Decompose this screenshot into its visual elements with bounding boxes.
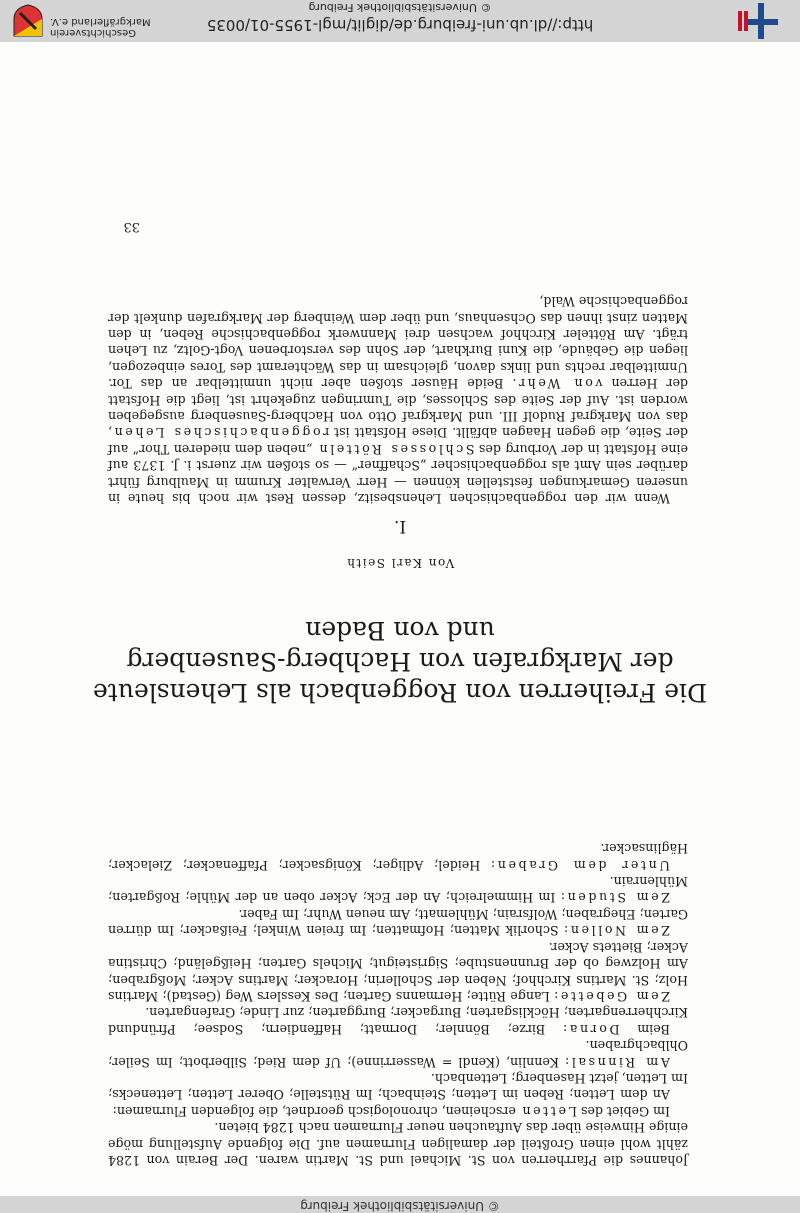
spaced-term: Zem Gebette <box>558 988 670 1004</box>
society-line2: Markgräflerland e.V. <box>50 16 151 27</box>
paragraph-letten-names: An dem Letten; Reben im Letten; Steinbach; Im Rütstelle; Oberer Letten; Lettenecks; Im Letten, jetzt Hasenberg; Lettenbach. <box>108 1070 688 1103</box>
text: Im Gebiet des <box>576 1103 670 1119</box>
header-rotated <box>0 0 800 42</box>
header-copyright: © Universitätsbibliothek Freiburg <box>308 1 492 14</box>
paragraph-rinnsal <box>108 1037 688 1070</box>
spaced-term: Zem Nollen <box>568 923 670 939</box>
text: . Beide Häuser stoßen aber nicht unmittelbar an das Tor. Unmittelbar rechts und links davon, gleichsam in das Wächteramt des Tores einbezogen, liegen die Gebäude, die Kuni Burkhart, der Sohn des verstorbenen Vogt-Goltz, zu Lehen trägt. Am Rötteler Kirchhof wachsen drei Mannwerk roggenbachische Reben, in den Matten zinst ihnen das Ochsenhaus, und über dem Weinberg der Markgrafen dunkelt der roggenbachische Wald, <box>108 294 688 392</box>
flurnamen-list <box>108 840 688 1168</box>
text: Wenn wir den roggenbachischen Lehensbesitz, dessen Rest wir noch bis heute in unseren Gemarkungen feststellen können — Herr Verwalter Krumm in Maulburg führt darüber sein Amt als roggenbachischer „Schaffner“ — so stoßen wir zuerst i. J. 1373 auf eine Hofstatt in der Vorburg des <box>108 441 688 506</box>
paragraph-dorna <box>108 1004 688 1037</box>
title-line-2: der Markgrafen von Hachberg-Sausenberg <box>126 647 674 676</box>
title-line-3: und von Baden <box>305 616 495 645</box>
society-name <box>50 16 160 38</box>
spaced-term: Unter dem Graben <box>495 857 670 873</box>
text: : Schorlik Matten; Hofmatten; Im freien Winkel; Feißacker; Im dürren Garten; Ehegraben; Wolfsrain; Mühlematt; Am neuen Wuhr; Im Faber. <box>108 906 688 939</box>
paragraph-gebette <box>108 938 688 1004</box>
text: , das von Markgraf Rudolf III. und Markgraf Otto von Hachberg-Sausenberg ausgegeben worden ist. Auf der Seite des Schlosses, die Tumringen zugekehrt ist, liegt die Hofstatt der Herren <box>108 376 688 441</box>
viewer-header <box>0 0 800 42</box>
spaced-term: von Wehr <box>516 376 603 392</box>
permalink-url[interactable]: http://dl.ub.uni-freiburg.de/diglit/mgl-1955-01/0035 <box>206 16 594 34</box>
spaced-term: Dorna <box>567 1021 620 1037</box>
viewer-footer <box>0 1196 800 1213</box>
text: erscheinen, chronologisch geordnet, die folgenden Flurnamen: <box>112 1103 520 1119</box>
paragraph-nollen <box>108 906 688 939</box>
article-body <box>108 293 688 506</box>
article-title <box>90 615 710 708</box>
spaced-term: Am Rinnsal <box>569 1054 670 1070</box>
text: : Im Himmelreich; An der Eck; Acker oben an der Mühle; Roßgarten; Mühlenrain. <box>108 874 688 906</box>
page-content-rotated <box>0 42 800 1196</box>
paragraph-letten-intro <box>108 1102 688 1118</box>
text: : Birze; Bönnler; Dormatt; Haffendiern; Sodsee; Pfründund Kirchherrengarten; Höcklisgarten; Burgacker; Burggarten; zur Linde; Grafengarten. <box>108 1005 688 1037</box>
paragraph-graben <box>108 840 688 873</box>
text: : Heidel; Adliger; Königsacker; Pfaffenacker; Zielacker; Häglinsacker. <box>108 841 688 873</box>
text: „neben dem niederen Thor“ auf der Seite, die gegen Haagen abfällt. Diese Hofstatt ist <box>108 425 688 457</box>
paragraph-studen <box>108 873 688 906</box>
society-crest-icon <box>11 3 45 39</box>
scanned-page <box>0 42 800 1196</box>
spaced-term: Letten <box>519 1103 577 1119</box>
text: : Kennlin, (Kendl = Wasserrinne); Uf dem Ried; Silberbott; Im Seiler; Ohlbachgraben. <box>108 1038 688 1070</box>
spaced-term: Zem Studen <box>565 890 670 906</box>
section-number: I. <box>393 516 407 536</box>
footer-rotated <box>0 1196 800 1213</box>
text: Beim <box>619 1021 670 1037</box>
paragraph-intro: Johannes die Pfarrherren von St. Michael und St. Martin waren. Der Berain von 1284 zählt wohl einen Großteil der damaligen Flurnamen auf. Die folgende Aufstellung möge einige Hinweise über das Auftauchen neuer Flurnamen nach 1284 bieten. <box>108 1120 688 1168</box>
spaced-term: Schlosses Rötteln <box>316 441 475 457</box>
title-line-1: Die Freiherren von Roggenbach als Lehensleute <box>92 678 708 707</box>
footer-copyright: © Universitätsbibliothek Freiburg <box>300 1199 500 1213</box>
university-library-logo-icon <box>732 3 788 39</box>
author-line: Von Karl Seith <box>345 556 455 570</box>
text: : Lange Rütte; Hermanns Garten; Des Kesslers Weg (Gestad); Martins Holz; St. Martins Kirchhof; Neben der Schollerin; Horacker; Martins Acker; Moßgraben; Am Holzweg ob der Brunnenstube; Sigristeigut; Michels Garten; Heißgeländ; Christina Acker; Biettets Acker. <box>108 939 688 1004</box>
spaced-term: roggenbachisches Lehen <box>112 425 330 441</box>
page-number: 33 <box>123 219 140 234</box>
society-line1: Geschichtsverein <box>50 27 136 38</box>
paragraph-body <box>108 293 688 506</box>
